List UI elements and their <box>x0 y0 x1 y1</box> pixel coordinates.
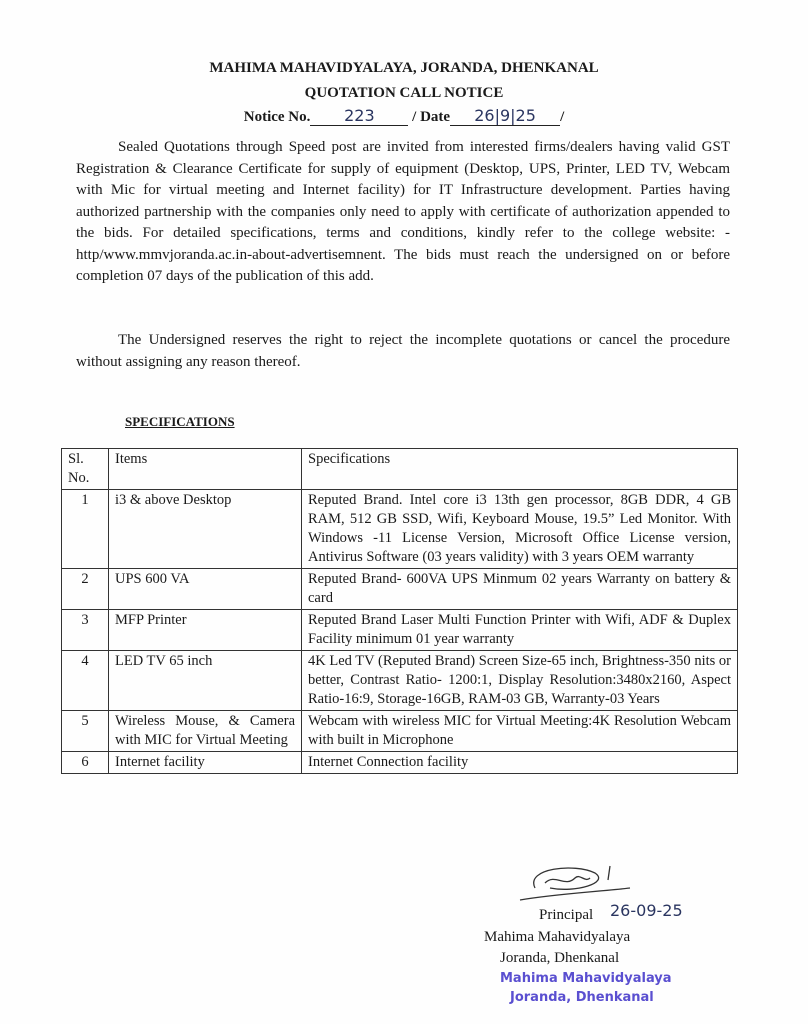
signature-scribble <box>515 858 635 904</box>
college-name: MAHIMA MAHAVIDYALAYA, JORANDA, DHENKANAL <box>209 60 599 76</box>
college-location-signature: Joranda, Dhenkanal <box>500 950 620 966</box>
table-row <box>62 490 738 569</box>
row-spec: Reputed Brand. Intel core i3 13th gen processor, 8GB DDR, 4 GB RAM, 512 GB SSD, Wifi, Keyboard Mouse, 19.5” Led Monitor. With Windows -11 License Version, Microsoft Office License version, Antivirus Software (03 years validity) with 3 years OEM warranty <box>302 490 738 569</box>
stamp-line2: Joranda, Dhenkanal <box>510 990 654 1005</box>
notice-title: QUOTATION CALL NOTICE <box>304 85 504 101</box>
row-sl: 5 <box>62 711 109 752</box>
table-row <box>62 752 738 774</box>
table-row <box>62 711 738 752</box>
row-item: Internet facility <box>109 752 302 774</box>
notice-line <box>0 106 808 126</box>
principal-label: Principal <box>539 907 594 923</box>
header-specifications: Specifications <box>302 449 738 490</box>
specifications-table <box>61 448 738 774</box>
signature-date: 26-09-25 <box>610 901 683 920</box>
paragraph-invitation: Sealed Quotations through Speed post are invited from interested firms/dealers having valid GST Registration & Clearance Certificate for supply of equipment (Desktop, UPS, Printer, LED TV, Webcam with Mic for virtual meeting and Internet facility) for IT Infrastructure development. Parties having authorized partnership with the companies only need to apply with certificate of authorization appended to the bids. For detailed specifications, terms and conditions, kindly refer to the college website: - http/www.mmvjoranda.ac.in-about-advertisemnent. The bids must reach the undersigned on or before completion 07 days of the publication of this add. <box>76 139 730 284</box>
table-row <box>62 651 738 711</box>
row-spec: Internet Connection facility <box>302 752 738 774</box>
table-row <box>62 610 738 651</box>
date-suffix: / <box>560 109 565 125</box>
notice-no-label: Notice No. <box>243 109 311 125</box>
table-row <box>62 569 738 610</box>
row-item: Wireless Mouse, & Camera with MIC for Virtual Meeting <box>109 711 302 752</box>
row-sl: 2 <box>62 569 109 610</box>
row-spec: 4K Led TV (Reputed Brand) Screen Size-65 inch, Brightness-350 nits or better, Contrast Ratio- 1200:1, Display Resolution:3480x2160, Aspect Ratio-16:9, Storage-16GB, RAM-03 GB, Warranty-03 Years <box>302 651 738 711</box>
row-sl: 6 <box>62 752 109 774</box>
row-item: LED TV 65 inch <box>109 651 302 711</box>
row-spec: Webcam with wireless MIC for Virtual Meeting:4K Resolution Webcam with built in Microphone <box>302 711 738 752</box>
row-sl: 3 <box>62 610 109 651</box>
row-item: UPS 600 VA <box>109 569 302 610</box>
row-item: i3 & above Desktop <box>109 490 302 569</box>
row-spec: Reputed Brand- 600VA UPS Minmum 02 years Warranty on battery & card <box>302 569 738 610</box>
row-item: MFP Printer <box>109 610 302 651</box>
date-label: / Date <box>412 109 451 125</box>
row-sl: 4 <box>62 651 109 711</box>
specifications-title: SPECIFICATIONS <box>125 414 235 429</box>
header-items: Items <box>109 449 302 490</box>
notice-number: 223 <box>310 106 408 126</box>
notice-date: 26|9|25 <box>450 106 560 126</box>
stamp-line1: Mahima Mahavidyalaya <box>500 971 672 986</box>
college-name-signature: Mahima Mahavidyalaya <box>484 929 631 945</box>
paragraph-reservation: The Undersigned reserves the right to reject the incomplete quotations or cancel the procedure without assigning any reason thereof. <box>76 332 730 370</box>
header-sl: Sl. No. <box>62 449 109 490</box>
row-spec: Reputed Brand Laser Multi Function Printer with Wifi, ADF & Duplex Facility minimum 01 year warranty <box>302 610 738 651</box>
table-header-row <box>62 449 738 490</box>
row-sl: 1 <box>62 490 109 569</box>
